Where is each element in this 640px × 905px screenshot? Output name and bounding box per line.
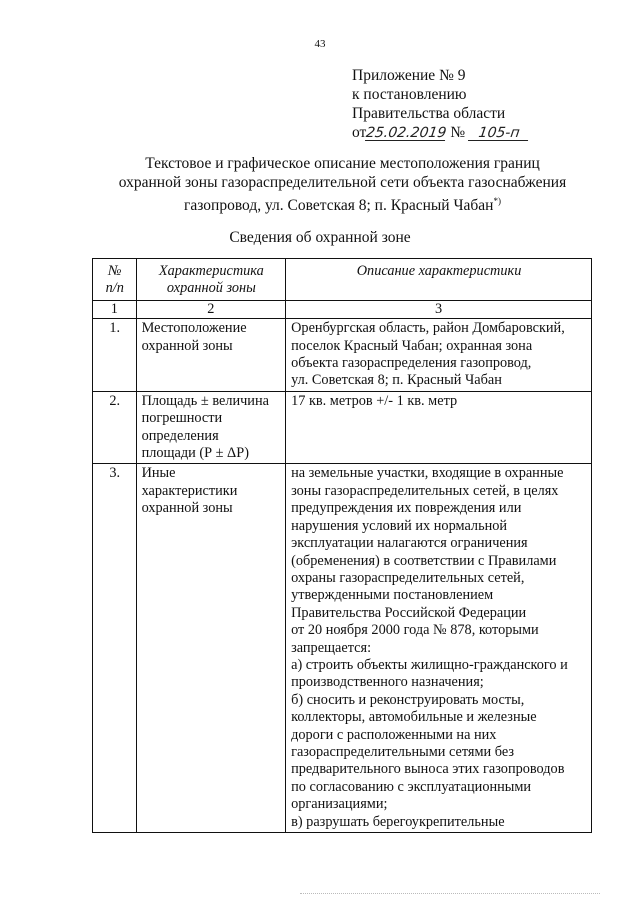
characteristic-line: Иные <box>141 465 176 482</box>
description-line: запрещается: <box>291 639 372 656</box>
appendix-date-line <box>352 123 592 142</box>
description-line: предварительного выноса этих газопроводов <box>291 761 565 778</box>
footnote-mark: *) <box>493 196 501 206</box>
column-number-row <box>93 300 592 318</box>
appendix-line-1: Приложение № 9 <box>352 67 466 84</box>
page-edge-trace <box>300 893 600 897</box>
table-row <box>93 391 592 464</box>
header-num-line: п/п <box>105 280 124 297</box>
description-line: утвержденными постановлением <box>291 587 494 604</box>
description-line: объекта газораспределения газопровод, <box>291 355 532 372</box>
description-line: организациями; <box>291 796 388 813</box>
description-line: нарушения условий их нормальной <box>291 517 508 534</box>
table-row <box>93 464 592 833</box>
header-characteristic-line: Характеристика <box>158 263 264 279</box>
row-number: 1. <box>93 319 137 392</box>
characteristic-line: охранной зоны <box>141 500 233 517</box>
description-line: 17 кв. метров +/- 1 кв. метр <box>291 392 458 409</box>
row-description <box>286 319 592 392</box>
title-line-3-text: газопровод, ул. Советская 8; п. Красный Чабан <box>184 197 494 215</box>
characteristic-line: охранной зоны <box>141 337 233 354</box>
header-characteristic <box>136 259 286 301</box>
handwritten-date: 25.02.2019 <box>365 125 448 141</box>
row-characteristic <box>136 464 286 833</box>
row-characteristic <box>136 319 286 392</box>
characteristic-line: определения <box>141 427 219 444</box>
description-line: предупреждения их повреждения или <box>291 500 522 517</box>
description-line: коллекторы, автомобильные и железные <box>291 709 537 726</box>
description-line: охраны газораспределительных сетей, <box>291 569 525 586</box>
description-line: зоны газораспределительных сетей, в целях <box>291 482 559 499</box>
header-description: Описание характеристики <box>286 259 592 301</box>
characteristic-line: погрешности <box>141 410 223 427</box>
characteristic-line: Площадь ± величина <box>141 392 269 409</box>
protection-zone-table <box>92 258 592 833</box>
description-line: производственного назначения; <box>291 674 484 691</box>
title-line-1: Текстовое и графическое описание местоположения границ <box>145 155 540 172</box>
description-line: поселок Красный Чабан; охранная зона <box>291 337 533 354</box>
appendix-number-sign: № <box>450 124 466 141</box>
description-line: по согласованию с эксплуатационными <box>291 778 532 795</box>
characteristic-line: площади (Р ± ΔР) <box>141 445 249 462</box>
row-characteristic <box>136 391 286 464</box>
section-title: Сведения об охранной зоне <box>229 229 411 246</box>
handwritten-number: 105-п <box>468 126 530 141</box>
description-line: в) разрушать берегоукрепительные <box>291 813 505 830</box>
header-characteristic-line: охранной зоны <box>166 280 256 297</box>
row-number: 2. <box>93 391 137 464</box>
header-num-line: № <box>108 263 122 279</box>
description-line: б) сносить и реконструировать мосты, <box>291 691 525 708</box>
description-line: ул. Советская 8; п. Красный Чабан <box>291 372 502 389</box>
header-num <box>93 259 137 301</box>
characteristic-line: характеристики <box>141 482 238 499</box>
description-line: а) строить объекты жилищно-гражданского и <box>291 656 568 673</box>
description-line: Оренбургская область, район Домбаровский, <box>291 320 565 337</box>
description-line: от 20 ноября 2000 года № 878, которыми <box>291 622 539 639</box>
column-number: 3 <box>286 300 592 318</box>
description-line: дороги с расположенными на них <box>291 726 497 743</box>
title-line-2: охранной зоны газораспределительной сети объекта газоснабжения <box>118 173 567 191</box>
description-line: Правительства Российской Федерации <box>291 604 527 621</box>
appendix-from-prefix: от <box>352 124 367 141</box>
row-number: 3. <box>93 464 137 833</box>
document-title <box>60 155 625 216</box>
table-row <box>93 319 592 392</box>
description-line: на земельные участки, входящие в охранные <box>291 465 564 482</box>
title-line-3 <box>60 192 625 216</box>
column-number: 2 <box>136 300 286 318</box>
row-description <box>286 464 592 833</box>
description-line: эксплуатации налагаются ограничения <box>291 535 528 552</box>
appendix-block <box>352 66 592 142</box>
appendix-line-3: Правительства области <box>352 105 506 122</box>
appendix-line-2: к постановлению <box>352 86 467 103</box>
description-line: газораспределительными сетями без <box>291 743 515 760</box>
table-header-row <box>93 259 592 301</box>
page-number: 43 <box>314 38 326 50</box>
row-description <box>286 391 592 464</box>
description-line: (обременения) в соответствии с Правилами <box>291 552 557 569</box>
characteristic-line: Местоположение <box>141 320 247 337</box>
column-number: 1 <box>93 300 137 318</box>
